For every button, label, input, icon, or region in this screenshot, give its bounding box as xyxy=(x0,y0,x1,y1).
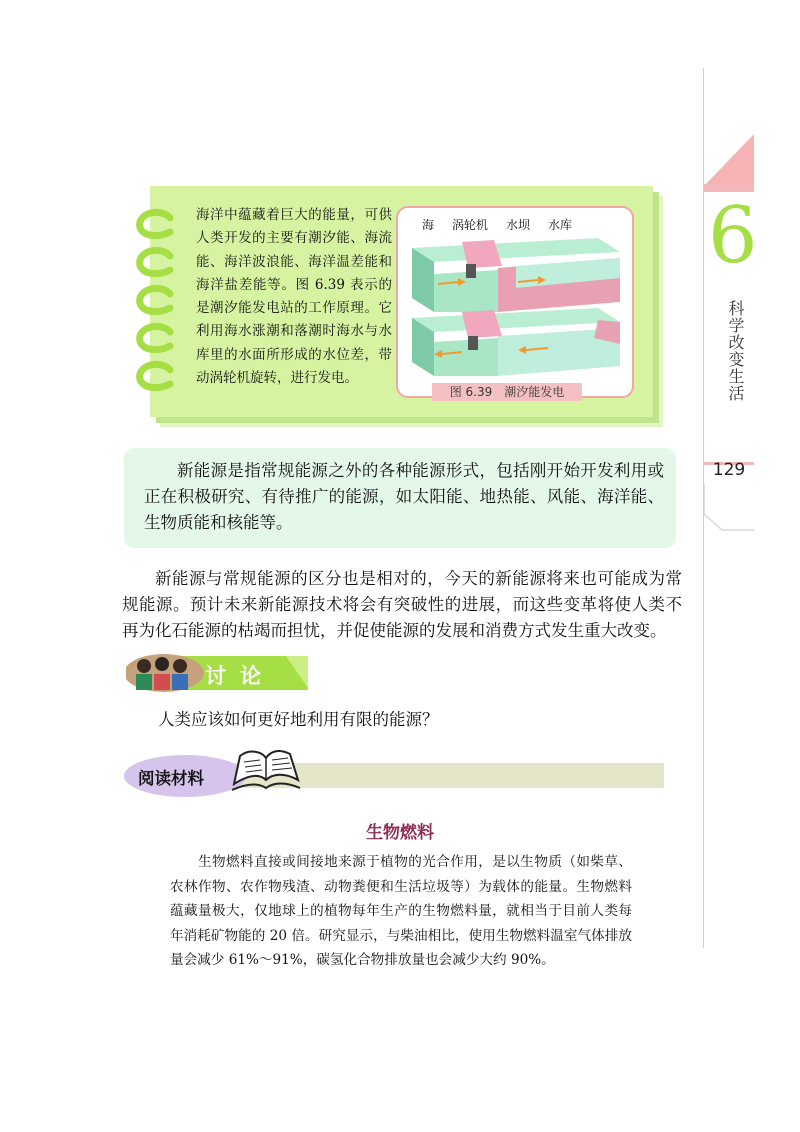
chapter-title: 科学改变生活 xyxy=(726,300,745,402)
figure-label-dam: 水坝 xyxy=(506,218,531,232)
tidal-power-figure xyxy=(396,206,634,398)
discussion-title: 讨论 xyxy=(205,663,275,688)
tidal-diagram xyxy=(398,208,632,396)
figure-caption: 图 6.39 潮汐能发电 xyxy=(449,385,565,399)
body-paragraph: 新能源与常规能源的区分也是相对的，今天的新能源将来也可能成为常规能源。预计未来新能源技术将会有突破性的进展，而这些变革将使人类不再为化石能源的枯竭而担忧，并促使能源的发展和消费方式发生重大改变。 xyxy=(122,569,682,640)
open-book-icon xyxy=(230,744,302,794)
spiral-ring-icon xyxy=(134,208,178,242)
article-text: 生物燃料直接或间接地来源于植物的光合作用，是以生物质（如柴草、农林作物、农作物残渣、动物粪便和生活垃圾等）为载体的能量。生物燃料蕴藏量极大，仅地球上的植物每年生产的生物燃料量，就相当于目前人类每年消耗矿物能的 20 倍。研究显示，与柴油相比，使用生物燃料温室气体排放量会减少 61%～91%，碳氢化合物排放量也会减少大约 90%。 xyxy=(170,854,632,968)
page-number: 129 xyxy=(712,460,746,480)
figure-label-turbine: 涡轮机 xyxy=(452,218,489,232)
chapter-number: 6 xyxy=(708,191,758,281)
article-title: 生物燃料 xyxy=(366,823,434,843)
spiral-ring-icon xyxy=(134,246,178,280)
notebook-text: 海洋中蕴藏着巨大的能量，可供人类开发的主要有潮汐能、海流能、海洋波浪能、海洋温差能和海洋盐差能等。图 6.39 表示的是潮汐能发电站的工作原理。它利用海水涨潮和落潮时海水与水库里的水面所形成的水位差，带动涡轮机旋转，进行发电。 xyxy=(196,207,392,387)
reading-label: 阅读材料 xyxy=(138,769,204,788)
spiral-ring-icon xyxy=(134,284,178,318)
spiral-ring-icon xyxy=(134,322,178,356)
figure-label-sea: 海 xyxy=(422,218,435,232)
discussion-question: 人类应该如何更好地利用有限的能源？ xyxy=(158,710,439,729)
figure-label-reservoir: 水库 xyxy=(548,218,573,232)
spiral-ring-icon xyxy=(134,360,178,394)
definition-text: 新能源是指常规能源之外的各种能源形式，包括刚开始开发利用或正在积极研究、有待推广的能源，如太阳能、地热能、风能、海洋能、生物质能和核能等。 xyxy=(144,461,664,532)
page-fold-decoration xyxy=(704,480,754,532)
chapter-tab-triangle xyxy=(704,134,754,186)
